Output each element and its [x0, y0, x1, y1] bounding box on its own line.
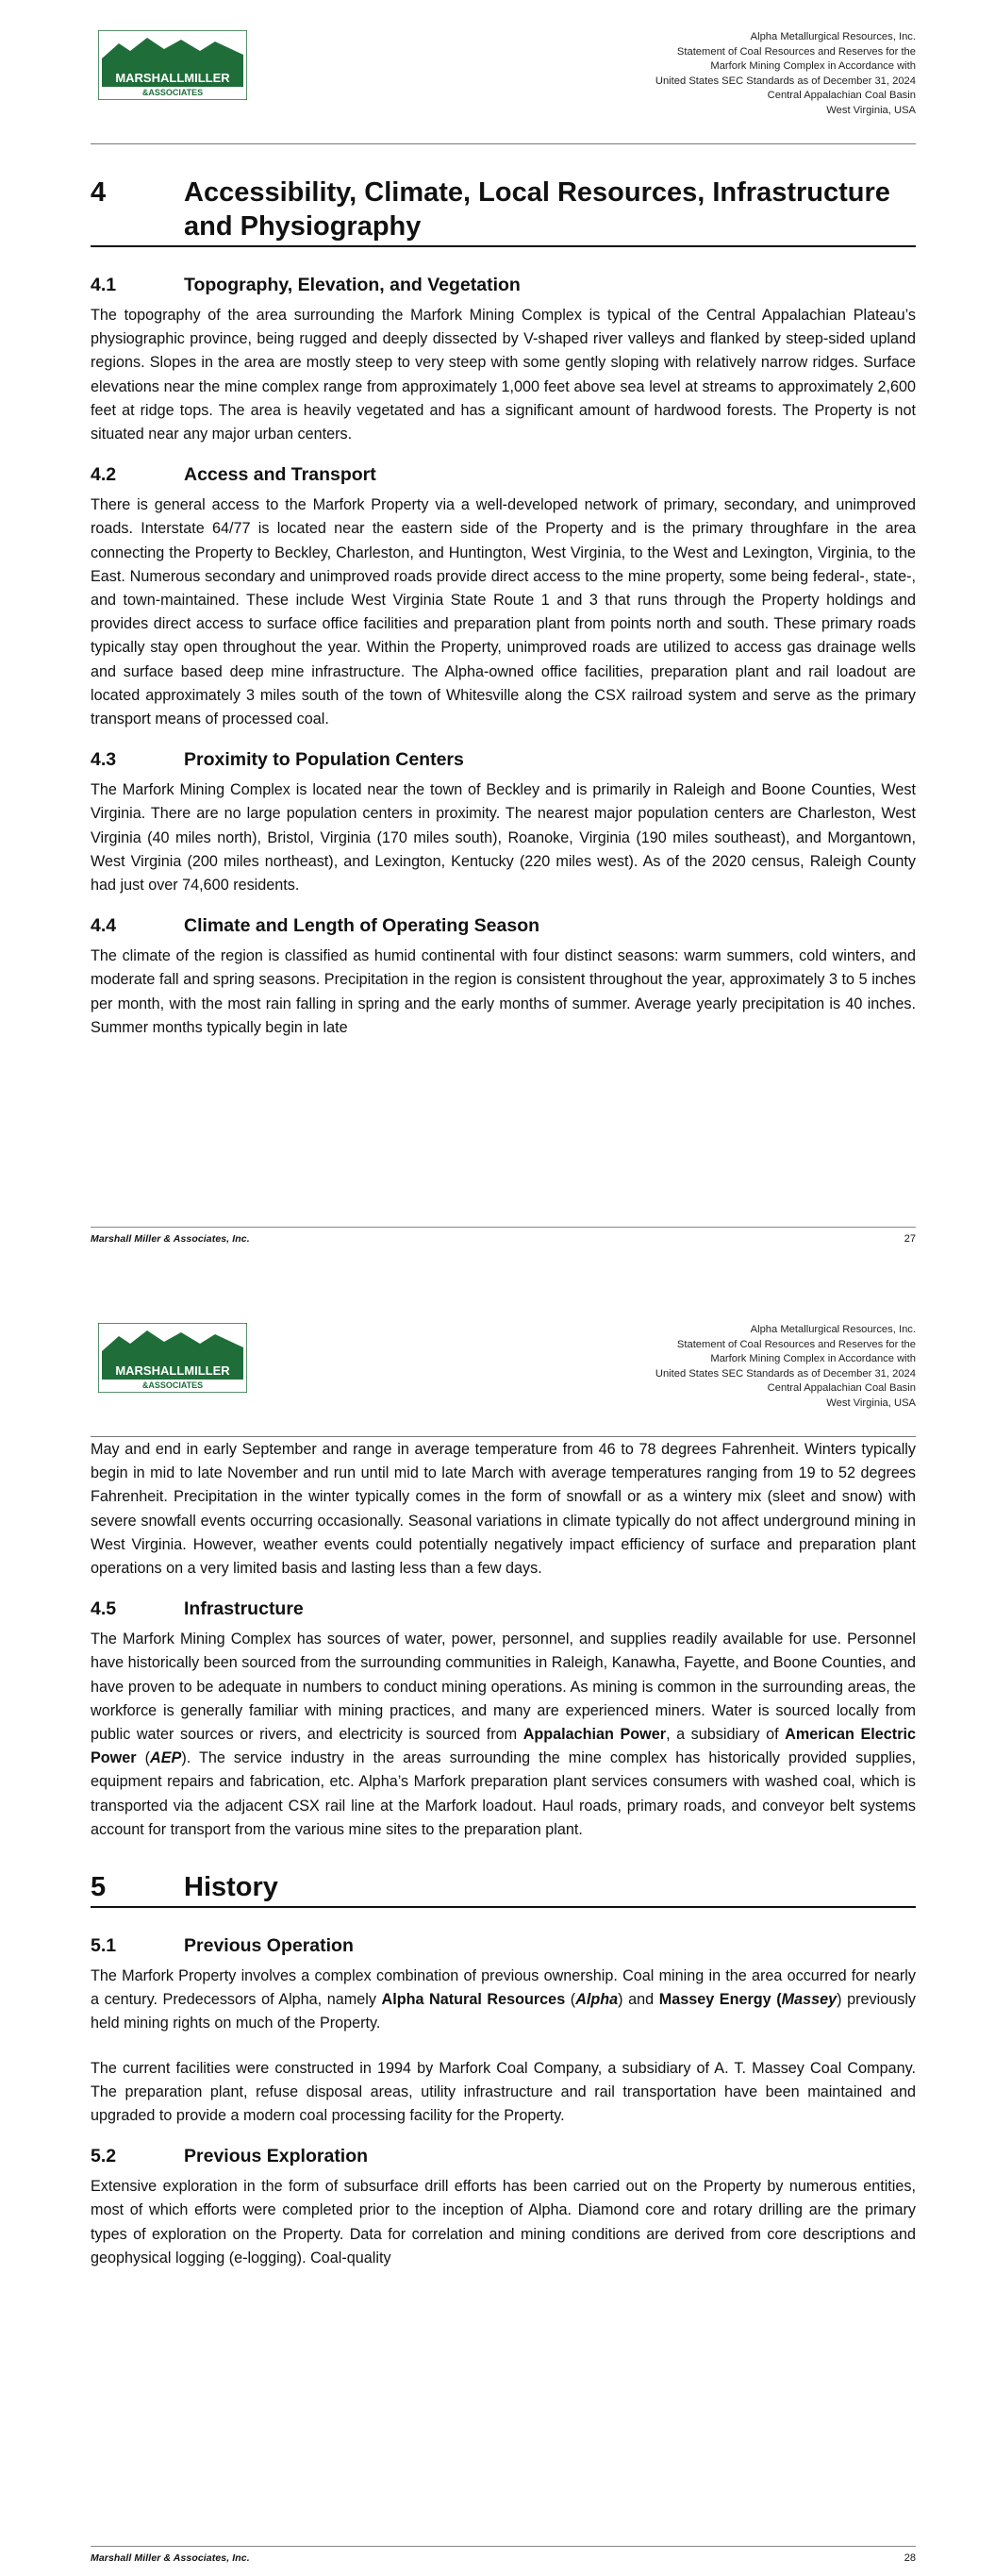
section-number: 5: [91, 1872, 107, 1903]
subsection-number: 5.2: [91, 2146, 117, 2167]
header-text: [655, 30, 916, 119]
text-run: (: [565, 1991, 576, 2009]
subsection-number: 4.2: [91, 464, 117, 486]
page-header: [91, 1313, 916, 1425]
page-header: [91, 21, 916, 132]
header-line: Marfork Mining Complex in Accordance with: [710, 60, 916, 73]
bold-massey-energy: Massey Energy: [658, 1991, 771, 2009]
subsection-title: Topography, Elevation, and Vegetation: [184, 275, 521, 295]
header-line: Central Appalachian Coal Basin: [767, 1382, 916, 1395]
paragraph-previous-operation: [91, 1965, 916, 2036]
subsection-5-1-heading: [91, 1934, 916, 1958]
subsection-4-4-heading: [91, 914, 916, 938]
subsection-number: 4.4: [91, 915, 117, 937]
header-line: Statement of Coal Resources and Reserves for the: [676, 45, 916, 58]
subsection-title: Access and Transport: [184, 464, 376, 486]
header-company: Alpha Metallurgical Resources, Inc.: [750, 1324, 916, 1335]
text-run: The Marfork Mining Complex has sources of water, power, personnel, and supplies readily available for use. Personnel have historically been sourced from the surrounding communities in Raleigh, Kanawha, Fayette, and Boone Counties, and have proven to be adequate in numbers to conduct mining operations. As mining is common in the surrounding areas, the workforce is generally familiar with mining practices, and many are experienced miners. Water is sourced locally from public water sources or rivers, and electricity is sourced from: [91, 1631, 916, 1744]
text-run: ) and: [618, 1991, 659, 2009]
header-line: West Virginia, USA: [826, 1397, 916, 1409]
subsection-title: Proximity to Population Centers: [184, 749, 464, 771]
paragraph-climate: The climate of the region is classified as humid continental with four distinct seasons: warm summers, cold winters, and moderate fall and spring seasons. Precipitation in the region is consistent throughout the year, approximately 3 to 5 inches per month, with the most rain falling in spring and the early months of summer. Average yearly precipitation is 40 inches. Summer months typically begin in late: [91, 947, 916, 1036]
subsection-5-2-heading: [91, 2145, 916, 2168]
header-line: Statement of Coal Resources and Reserves for the: [676, 1338, 916, 1350]
bold-aep: AEP: [150, 1749, 182, 1767]
paragraph-infrastructure: [91, 1628, 916, 1842]
svg-text:MARSHALLMILLER: MARSHALLMILLER: [115, 1363, 230, 1378]
paragraph-previous-exploration: Extensive exploration in the form of subsurface drill efforts has been carried out on the Property by numerous entities, most of which efforts were completed prior to the inception of Alpha. Diamond core and rotary drilling are the primary types of exploration on the Property. Data for correlation and mining conditions are derived from core descriptions and geophysical logging (e-logging). Coal-quality: [91, 2178, 916, 2267]
subsection-number: 4.5: [91, 1598, 117, 1620]
paragraph-topography: The topography of the area surrounding the Marfork Mining Complex is typical of the Central Appalachian Plateau’s physiographic province, being rugged and deeply dissected by V-shaped river valleys and flanked by steep-sided upland regions. Slopes in the area are mostly steep to very steep with some gently sloping with relatively narrow ridges. Surface elevations near the mine complex range from approximately 1,000 feet above sea level at streams to approximately 2,600 feet at ridge tops. The area is heavily vegetated and has a significant amount of hardwood forests. The Property is not situated near any major urban centers.: [91, 307, 916, 443]
bold-massey: Massey: [781, 1991, 837, 2009]
section-5-heading: [91, 1870, 916, 1908]
subsection-title: Climate and Length of Operating Season: [184, 915, 540, 937]
page-footer: [91, 2546, 916, 2564]
bold-american-electric-power: American Electric Power: [91, 1726, 916, 1767]
text-run: The Marfork Property involves a complex combination of previous ownership. Coal mining in the area occurred for nearly a century. Predecessors of Alpha, namely: [91, 1967, 916, 2009]
text-run: , a subsidiary of: [666, 1726, 786, 1744]
subsection-4-5-heading: [91, 1597, 916, 1621]
marshall-miller-logo: [98, 1323, 247, 1393]
subsection-number: 4.1: [91, 275, 117, 295]
bold-alpha: Alpha: [575, 1991, 619, 2009]
bold-appalachian-power: Appalachian Power: [522, 1726, 667, 1744]
paragraph-current-facilities: The current facilities were constructed in 1994 by Marfork Coal Company, a subsidiary of A. T. Massey Coal Company. The preparation plant, refuse disposal areas, utility infrastructure and rail transportation have been maintained and upgraded to provide a modern coal processing facility for the Property.: [91, 2059, 916, 2125]
header-line: West Virginia, USA: [826, 104, 916, 116]
text-run: (: [771, 1991, 782, 2009]
page-number: 28: [904, 2552, 916, 2564]
svg-text:&ASSOCIATES: &ASSOCIATES: [141, 1380, 204, 1390]
header-line: Marfork Mining Complex in Accordance with: [710, 1353, 916, 1365]
marshall-miller-logo: [98, 30, 247, 100]
header-divider: [91, 143, 916, 144]
section-title: History: [184, 1872, 278, 1903]
header-line: United States SEC Standards as of December 31, 2024: [655, 1367, 916, 1380]
header-divider: [91, 1436, 916, 1437]
subsection-number: 5.1: [91, 1935, 117, 1957]
paragraph-climate-continued: May and end in early September and range in average temperature from 46 to 78 degrees Fahrenheit. Winters typically begin in mid to late November and run until mid to late March with average temperatures ranging from 19 to 52 degrees Fahrenheit. Precipitation in the winter typically comes in the form of snowfall or as a wintery mix (sleet and snow) with severe snowfall events occurring occasionally. Seasonal variations in climate typically do not affect underground mining in West Virginia. However, weather events could potentially negatively impact efficiency of surface and preparation plant operations on a very limited basis and lasting less than a few days.: [91, 1441, 916, 1578]
header-line: Central Appalachian Coal Basin: [767, 90, 916, 102]
page-28: [0, 1293, 995, 2576]
subsection-title: Infrastructure: [184, 1598, 304, 1620]
paragraph-access: There is general access to the Marfork Property via a well-developed network of primary, secondary, and unimproved roads. Interstate 64/77 is located near the eastern side of the Property and is the primary throughfare in the area connecting the Property to Beckley, Charleston, and Huntington, West Virginia, to the West and Lexington, Virginia, to the East. Numerous secondary and unimproved roads provide direct access to the mine property, some being federal-, state-, and town-maintained. These include West Virginia State Route 1 and 3 that runs through the Property holdings and provides direct access to surface office facilities and preparation plant from points north and south. These primary roads typically stay open throughout the year. Within the Property, unimproved roads are utilized to access gas drainage wells and surface based deep mine infrastructure. The Alpha-owned office facilities, preparation plant and rail loadout are located approximately 3 miles south of the town of Whitesville along the CSX railroad system and serve as the primary transport means of processed coal.: [91, 496, 916, 728]
subsection-4-1-heading: [91, 274, 916, 297]
footer-firm: Marshall Miller & Associates, Inc.: [91, 1233, 250, 1245]
section-4-heading: [91, 176, 916, 247]
page-footer: [91, 1227, 916, 1245]
subsection-title: Previous Operation: [184, 1935, 354, 1957]
section-title: Accessibility, Climate, Local Resources, Infrastructure and Physiography: [184, 177, 890, 242]
header-company: Alpha Metallurgical Resources, Inc.: [750, 31, 916, 42]
paragraph-population: The Marfork Mining Complex is located near the town of Beckley and is primarily in Raleigh and Boone Counties, West Virginia. There are no large population centers in proximity. The nearest major population centers are Charleston, West Virginia (40 miles north), Bristol, Virginia (170 miles south), Roanoke, Virginia (190 miles southeast), and Morgantown, West Virginia (200 miles northeast), and Lexington, Kentucky (220 miles west). As of the 2020 census, Raleigh County had just over 74,600 residents.: [91, 781, 916, 895]
subsection-title: Previous Exploration: [184, 2146, 369, 2167]
svg-text:MARSHALLMILLER: MARSHALLMILLER: [115, 71, 230, 85]
page-number: 27: [904, 1233, 916, 1245]
text-run: ) previously held mining rights on much of the Property.: [91, 1991, 917, 2032]
subsection-4-2-heading: [91, 463, 916, 487]
text-run: ). The service industry in the areas surrounding the mine complex has historically provided supplies, equipment repairs and fabrication, etc. Alpha’s Marfork preparation plant services consumers with washed coal, which is transported via the adjacent CSX rail line at the Marfork loadout. Haul roads, primary roads, and conveyor belt systems account for transport from the various mine sites to the preparation plant.: [91, 1749, 916, 1838]
bold-alpha-natural-resources: Alpha Natural Resources: [381, 1991, 566, 2009]
subsection-number: 4.3: [91, 749, 117, 771]
svg-text:&ASSOCIATES: &ASSOCIATES: [141, 88, 204, 97]
subsection-4-3-heading: [91, 748, 916, 772]
section-number: 4: [91, 177, 107, 208]
header-text: [655, 1323, 916, 1412]
footer-firm: Marshall Miller & Associates, Inc.: [91, 2552, 250, 2564]
header-line: United States SEC Standards as of December 31, 2024: [655, 75, 916, 87]
text-run: (: [136, 1749, 151, 1767]
